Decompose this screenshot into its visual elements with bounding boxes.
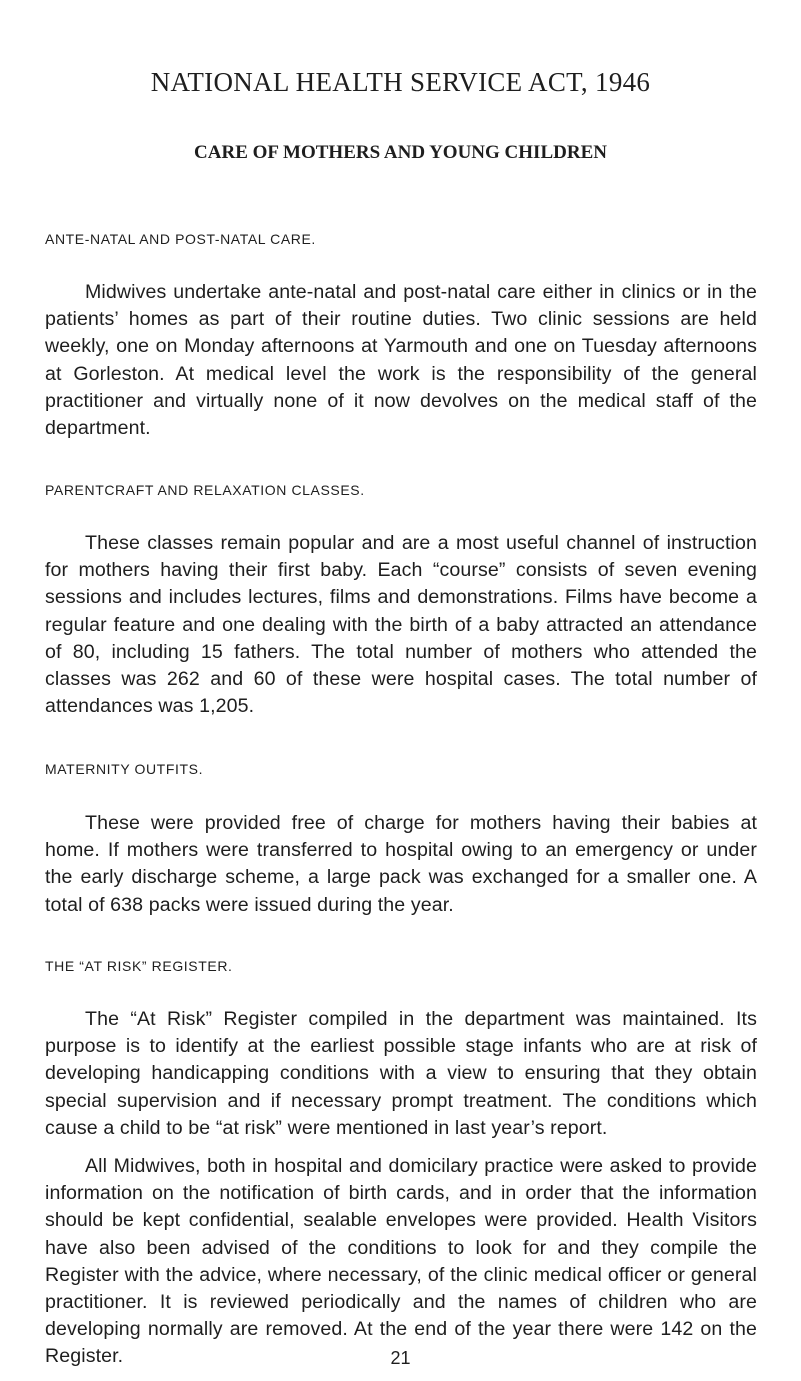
heading-at-risk-register: THE “AT RISK” REGISTER. (45, 958, 233, 974)
heading-parentcraft-classes: PARENTCRAFT AND RELAXATION CLASSES. (45, 482, 365, 498)
heading-antenatal-care: ANTE-NATAL AND POST-NATAL CARE. (45, 231, 316, 247)
section-title: CARE OF MOTHERS AND YOUNG CHILDREN (194, 142, 607, 163)
paragraph-at-risk-register-2: All Midwives, both in hospital and domicilary practice were asked to provide information on the notification of birth cards, and in order that the information should be kept confidential, sealable envelopes were provided. Health Visitors have also been advised of the conditions to look for and they compile the Register with the advice, where necessary, of the clinic medical officer or general practitioner. It is reviewed periodically and the names of children who are developing normally are removed. At the end of the year there were 142 on the Register. (45, 1155, 757, 1368)
paragraph-at-risk-register-1: The “At Risk” Register compiled in the department was maintained. Its purpose is to identify at the earliest possible stage infants who are at risk of developing handicapping conditions with a view to ensuring that they obtain special supervision and if necessary prompt treatment. The conditions which cause a child to be “at risk” were mentioned in last year’s report. (45, 1008, 757, 1139)
act-title: NATIONAL HEALTH SERVICE ACT, 1946 (150, 67, 651, 97)
paragraph-parentcraft-classes: These classes remain popular and are a most useful channel of instruction for mothers having their first baby. Each “course” consists of seven evening sessions and includes lectures, films and demonstrations. Films have become a regular feature and one dealing with the birth of a baby attracted an attendance of 80, including 15 fathers. The total number of mothers who attended the classes was 262 and 60 of these were hospital cases. The total number of attendances was 1,205. (45, 532, 757, 718)
paragraph-antenatal-care: Midwives undertake ante-natal and post-natal care either in clinics or in the patients’ homes as part of their routine duties. Two clinic sessions are held weekly, one on Monday afternoons at Yarmouth and one on Tuesday afternoons at Gorleston. At medical level the work is the responsibility of the general practitioner and virtually none of it now devolves on the medical staff of the department. (45, 281, 757, 440)
page-number: 21 (390, 1348, 411, 1368)
heading-maternity-outfits: MATERNITY OUTFITS. (45, 761, 204, 777)
paragraph-maternity-outfits: These were provided free of charge for mothers having their babies at home. If mothers were transferred to hospital owing to an emergency or under the early discharge scheme, a large pack was exchanged for a smaller one. A total of 638 packs were issued during the year. (45, 812, 757, 916)
